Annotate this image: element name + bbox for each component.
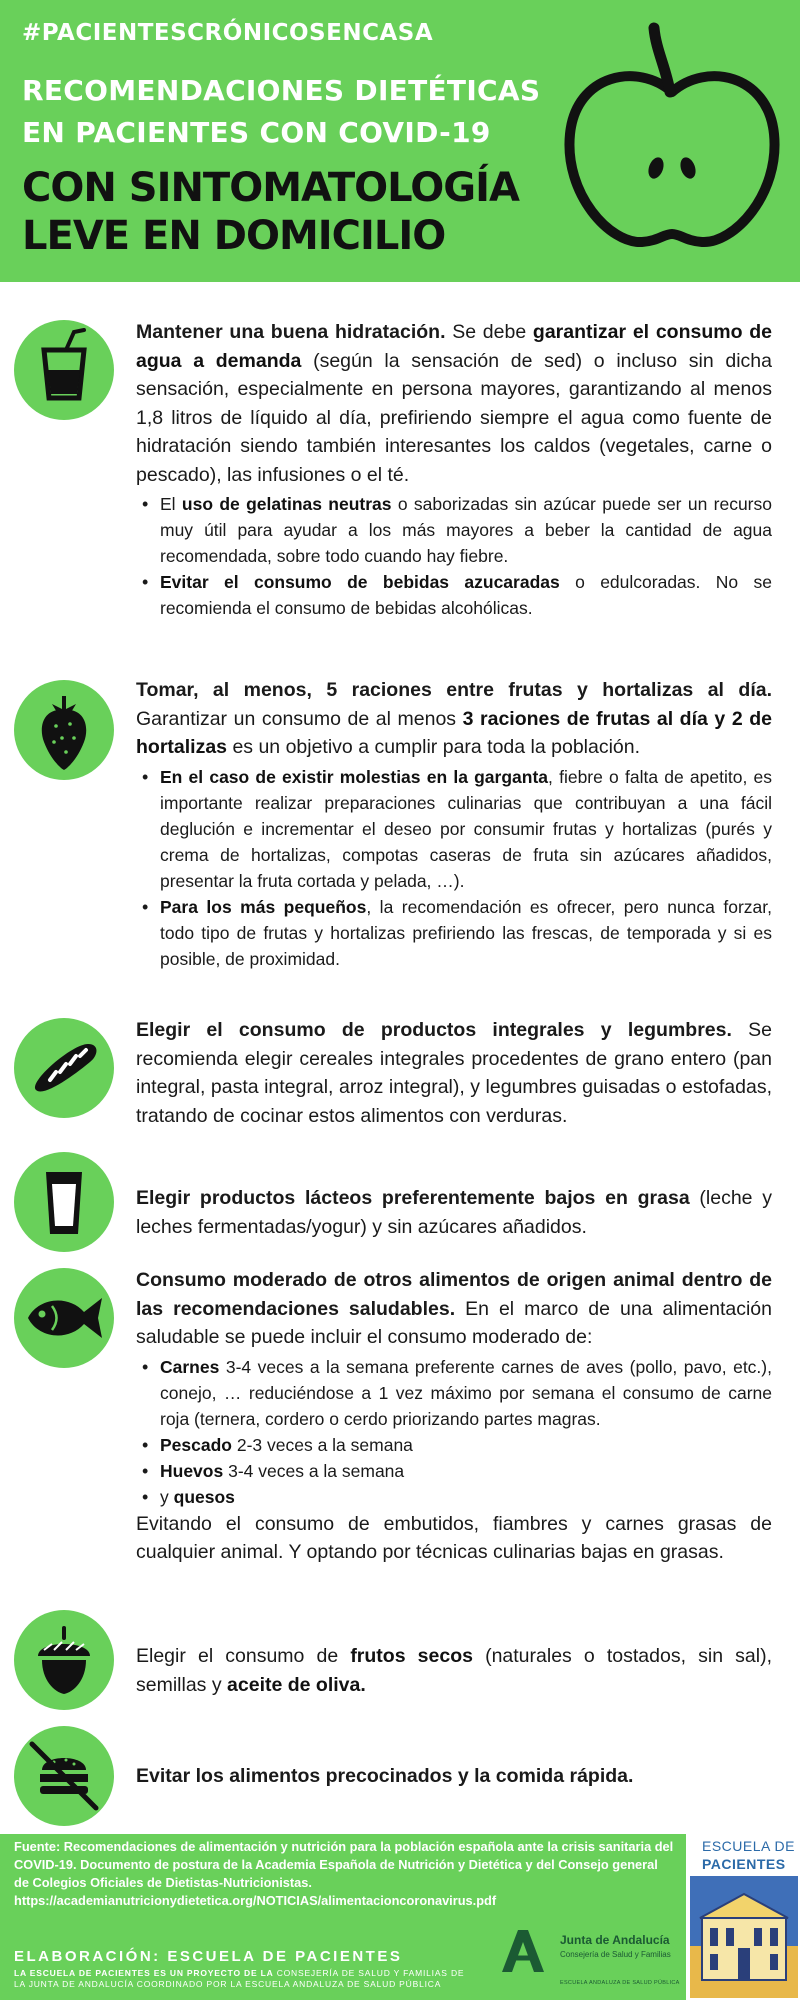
list-item	[136, 894, 772, 972]
text-span: Se debe	[445, 321, 533, 343]
text-bold: Carnes	[160, 1356, 220, 1377]
text-span: Garantizar un consumo de al menos	[136, 707, 463, 730]
fruits-text	[136, 676, 772, 972]
elaboration-credit: ELABORACIÓN: ESCUELA DE PACIENTES	[14, 1948, 403, 1965]
animal-foods-closing: Evitando el consumo de embutidos, fiambres y carnes grasas de cualquier animal. Y optando por técnicas culinarias bajas en grasas.	[136, 1512, 772, 1563]
text-span: CONSEJERÍA DE SALUD Y FAMILIAS DE LA JUNTA DE ANDALUCÍA COORDINADO POR LA ESCUELA ANDALUZA DE SALUD PÚBLICA	[14, 1968, 465, 1989]
text-bold: frutos secos	[350, 1645, 473, 1667]
hashtag: #PACIENTESCRÓNICOSENCASA	[22, 20, 434, 46]
list-item	[136, 1484, 772, 1510]
no-burger-icon	[14, 1726, 114, 1826]
text-bold: 3 raciones de frutas al día y 2 de hortalizas	[136, 707, 772, 758]
building-illustration-icon	[690, 1876, 798, 1998]
project-credit	[14, 1968, 474, 1990]
hydration-heading: Mantener una buena hidratación.	[136, 321, 446, 343]
subtitle-line-1: RECOMENDACIONES DIETÉTICAS	[22, 74, 541, 107]
wholegrain-heading: Elegir el consumo de productos integrales y legumbres.	[136, 1019, 732, 1041]
drink-glass-icon	[14, 320, 114, 420]
text-span: es un objetivo a cumplir para toda la población.	[227, 736, 641, 758]
text-span: Se recomienda elegir cereales integrales procedentes de grano entero (pan integral, pasta integral, arroz integral), y legumbres guisadas o estofadas, tratando de cocinar estos alimentos con verduras.	[136, 1019, 772, 1127]
list-item	[136, 1354, 772, 1432]
list-item	[136, 764, 772, 894]
dairy-text	[136, 1184, 772, 1241]
title-line-2: LEVE EN DOMICILIO	[22, 213, 446, 259]
animal-foods-text	[136, 1266, 772, 1567]
text-bold: uso de gelatinas neutras	[181, 494, 392, 514]
text-span: 3-4 veces a la semana preferente carnes de aves (pollo, pavo, etc.), conejo, … reduciéndose a 1 vez máximo por semana el consumo de carne roja (ternera, cordero o cerdo priorizando partes magras.	[160, 1356, 772, 1429]
text-span: Elegir el consumo de	[136, 1645, 351, 1667]
text-span: , fiebre o falta de apetito, es importante realizar preparaciones culinarias que contribuyan a una fácil deglución e incrementar el deseo por consumir frutas y hortalizas (purés y crema de hortalizas, compotas caseras de fruta sin azúcares añadidos, presentar la fruta cortada y pelada, …).	[160, 766, 772, 891]
acorn-icon	[14, 1610, 114, 1710]
text-span: (leche y leches fermentadas/yogur) y sin azúcares añadidos.	[136, 1187, 773, 1238]
fast-food-text: Evitar los alimentos precocinados y la comida rápida.	[136, 1765, 634, 1787]
text-bold: quesos	[173, 1486, 235, 1507]
list-item	[136, 569, 772, 621]
fruits-bullets	[136, 764, 772, 972]
text-bold: garantizar el consumo de agua a demanda	[136, 321, 772, 372]
text-bold: LA ESCUELA DE PACIENTES ES UN PROYECTO DE LA	[14, 1968, 274, 1978]
escuela-line-1: ESCUELA DE	[702, 1838, 795, 1854]
nuts-text	[136, 1642, 772, 1699]
text-span: El	[160, 494, 182, 514]
text-span: o edulcoradas. No se recomienda el consumo de bebidas alcohólicas.	[160, 572, 772, 618]
text-bold: En el caso de existir molestias en la garganta	[160, 766, 549, 787]
subtitle-line-2: EN PACIENTES CON COVID-19	[22, 116, 491, 149]
list-item	[136, 1432, 772, 1458]
milk-glass-icon	[14, 1152, 114, 1252]
animal-foods-heading: Consumo moderado de otros alimentos de origen animal dentro de las recomendaciones saludables.	[136, 1269, 772, 1320]
source-text: Fuente: Recomendaciones de alimentación y nutrición para la población española ante la crisis sanitaria del COVID-19. Documento de postura de la Academia Española de Nutrición y Dietética y del Consejo general de Colegios Oficiales de Dietistas-Nutricionistas.	[14, 1839, 674, 1890]
bread-icon	[14, 1018, 114, 1118]
animal-foods-bullets	[136, 1354, 772, 1510]
text-span: 3-4 veces a la semana	[223, 1460, 405, 1481]
text-span: o saborizadas sin azúcar puede ser un recurso muy útil para ayudar a los más mayores a beber la cantidad de agua recomendada, sobre todo cuando hay fiebre.	[160, 494, 772, 566]
fruits-heading: Tomar, al menos, 5 raciones entre frutas y hortalizas al día.	[136, 679, 772, 701]
text-bold: Para los más pequeños	[160, 896, 367, 917]
source-citation	[14, 1838, 674, 1910]
text-span: y	[160, 1486, 174, 1507]
escuela-line-2: PACIENTES	[702, 1856, 786, 1872]
dairy-heading: Elegir productos lácteos preferentemente bajos en grasa	[136, 1187, 690, 1209]
text-bold: aceite de oliva.	[227, 1673, 366, 1696]
wholegrain-text	[136, 1016, 772, 1130]
text-bold: Evitar el consumo de bebidas azucaradas	[160, 572, 560, 592]
fish-icon	[14, 1268, 114, 1368]
text-span: (según la sensación de sed) o incluso sin dicha sensación, especialmente en persona mayores, garantizando al menos 1,8 litros de líquido al día, prefiriendo siempre el agua como fuente de hidratación siendo también interesantes los caldos (vegetales, carne o pescado), las infusiones o el té.	[136, 349, 772, 486]
hydration-text	[136, 318, 772, 621]
list-item	[136, 491, 772, 569]
text-span: En el marco de una alimentación saludable se puede incluir el consumo moderado de:	[136, 1297, 772, 1348]
hydration-bullets	[136, 491, 772, 621]
text-span: (naturales o tostados, sin sal), semillas y	[136, 1645, 772, 1696]
title-line-1: CON SINTOMATOLOGÍA	[22, 165, 519, 211]
text-bold: Huevos	[160, 1460, 224, 1481]
text-bold: Pescado	[160, 1434, 232, 1455]
apple-icon	[558, 22, 786, 254]
junta-name: Junta de Andalucía	[560, 1933, 670, 1947]
text-span: 2-3 veces a la semana	[231, 1434, 413, 1455]
junta-subtitle-2: ESCUELA ANDALUZA DE SALUD PÚBLICA	[560, 1980, 680, 1986]
strawberry-icon	[14, 680, 114, 780]
source-link[interactable]: https://academianutricionydietetica.org/NOTICIAS/alimentacioncoronavirus.pdf	[14, 1893, 497, 1908]
list-item	[136, 1458, 772, 1484]
text-span: , la recomendación es ofrecer, pero nunca forzar, todo tipo de frutas y hortalizas prefiriendo las frescas, de temporada y si es posible, de proximidad.	[160, 896, 772, 969]
junta-subtitle: Consejería de Salud y Familias	[560, 1950, 671, 1959]
